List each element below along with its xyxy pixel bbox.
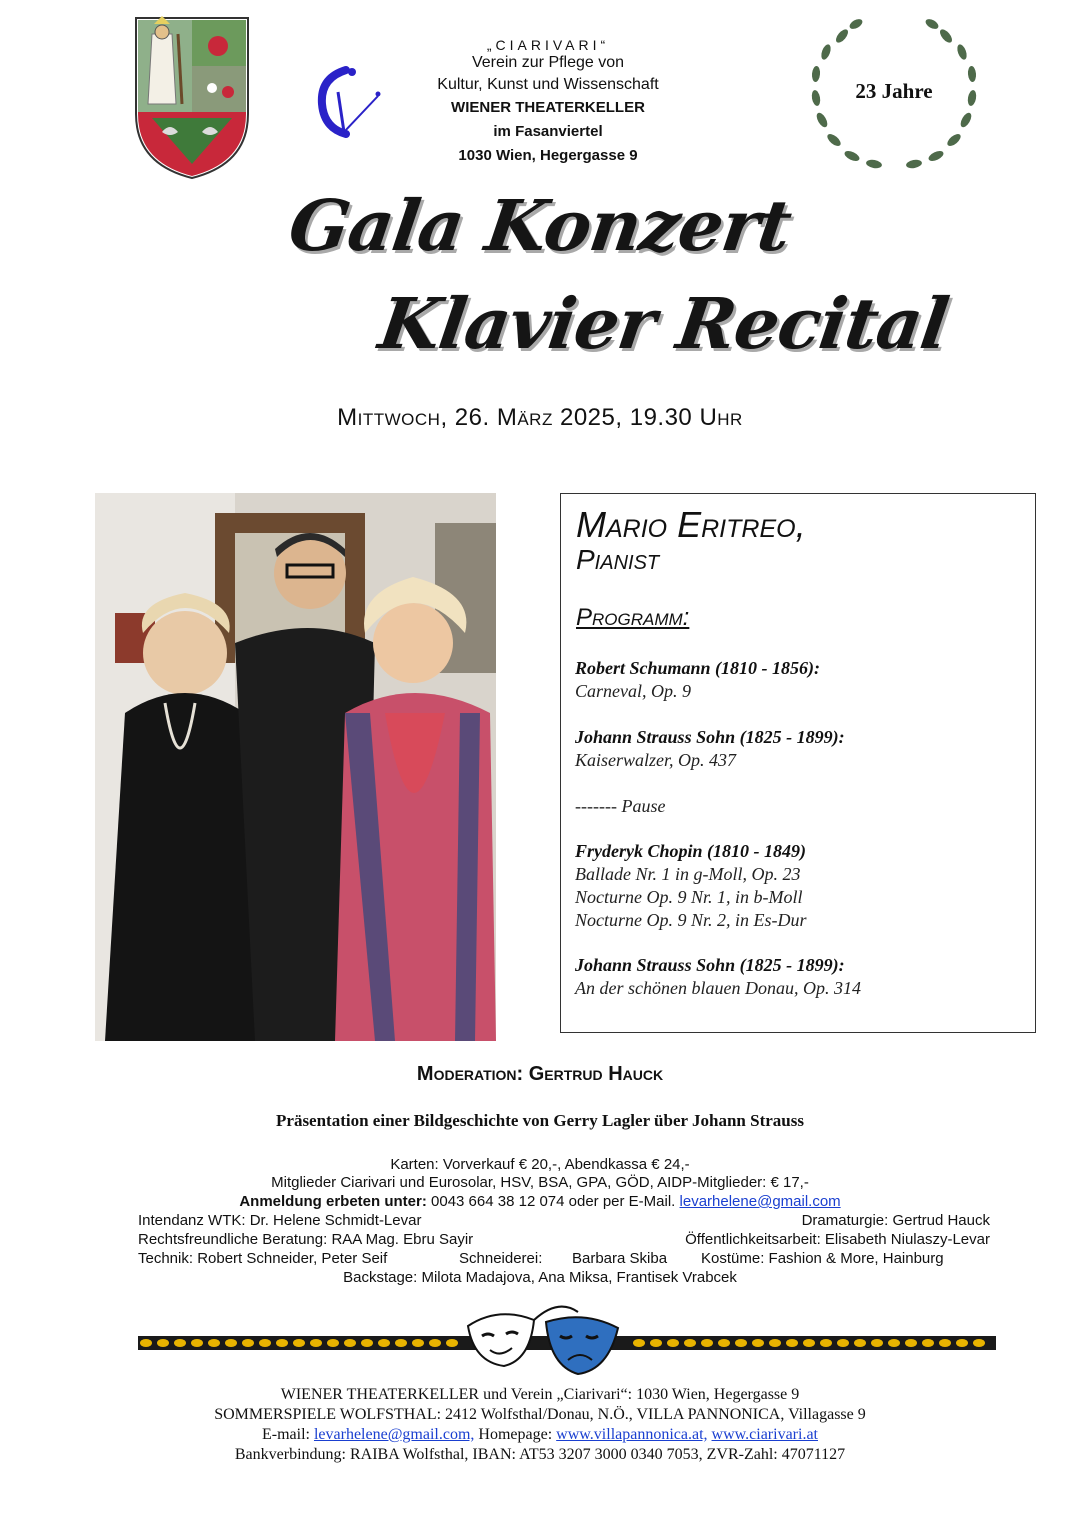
- ribbon-dot: [803, 1339, 815, 1347]
- ribbon-dot: [446, 1339, 458, 1347]
- organization-header: [395, 38, 701, 168]
- theatre-masks-ribbon: [138, 1300, 996, 1390]
- ribbon-dot: [293, 1339, 305, 1347]
- ribbon-dot: [667, 1339, 679, 1347]
- work-title: Ballade Nr. 1 in g-Moll, Op. 23: [575, 864, 801, 884]
- event-date: Mittwoch, 26. März 2025, 19.30 Uhr: [337, 404, 743, 431]
- organization-name: „CIARIVARI“: [486, 37, 610, 53]
- composer: Fryderyk Chopin (1810 - 1849): [575, 841, 806, 861]
- coat-of-arms-image: [132, 14, 252, 180]
- program-box: [560, 493, 1036, 1033]
- pause-label: ------- Pause: [575, 796, 666, 816]
- credit-oeffentlichkeit: Öffentlichkeitsarbeit: Elisabeth Niulaszy-Levar: [685, 1231, 990, 1248]
- footer-email-label: E-mail:: [261, 1426, 310, 1443]
- ciarivari-logo: [316, 62, 384, 144]
- ribbon-dot: [888, 1339, 900, 1347]
- ribbon-dot: [378, 1339, 390, 1347]
- ribbon-dot: [769, 1339, 781, 1347]
- venue-address: 1030 Wien, Hegergasse 9: [458, 147, 638, 164]
- ribbon-dot: [429, 1339, 441, 1347]
- work-title: Nocturne Op. 9 Nr. 1, in b-Moll: [575, 887, 803, 907]
- ribbon-dot: [752, 1339, 764, 1347]
- program-item: [575, 726, 845, 772]
- ribbon-dot: [191, 1339, 203, 1347]
- ribbon-dot: [837, 1339, 849, 1347]
- footer-email-link[interactable]: levarhelene@gmail.com,: [313, 1426, 475, 1443]
- moderation-line: Moderation: Gertrud Hauck: [416, 1063, 664, 1085]
- ribbon-dot: [871, 1339, 883, 1347]
- title-gala-konzert: Gala Konzert: [284, 184, 796, 267]
- credit-intendanz: Intendanz WTK: Dr. Helene Schmidt-Levar: [138, 1212, 422, 1229]
- ribbon-dot: [939, 1339, 951, 1347]
- program-item: [575, 954, 861, 1000]
- venue-district: im Fasanviertel: [493, 123, 603, 140]
- registration-text: 0043 664 38 12 074 oder per E-Mail.: [431, 1193, 676, 1210]
- ribbon-dot: [718, 1339, 730, 1347]
- performer-role: Pianist: [576, 544, 660, 575]
- performers-photo: [95, 493, 496, 1041]
- ribbon-dot: [684, 1339, 696, 1347]
- ribbon-dot: [922, 1339, 934, 1347]
- ribbon-dot: [905, 1339, 917, 1347]
- registration-label: Anmeldung erbeten unter:: [239, 1193, 427, 1210]
- footer-contacts: [0, 1425, 1080, 1445]
- footer-address-2: SOMMERSPIELE WOLFSTHAL: 2412 Wolfsthal/Donau, N.Ö., VILLA PANNONICA, Villagasse 9: [214, 1406, 866, 1423]
- ribbon-dot: [650, 1339, 662, 1347]
- footer-homepage-link-1[interactable]: www.villapannonica.at,: [556, 1426, 708, 1443]
- ribbon-dot: [633, 1339, 645, 1347]
- program-item: [575, 657, 820, 703]
- footer-homepage-link-2[interactable]: www.ciarivari.at: [711, 1426, 818, 1443]
- ribbon-dot: [412, 1339, 424, 1347]
- work-title: Carneval, Op. 9: [575, 681, 691, 701]
- ribbon-dot: [140, 1339, 152, 1347]
- presentation-line: Präsentation einer Bildgeschichte von Gerry Lagler über Johann Strauss: [276, 1111, 804, 1130]
- ribbon-dot: [854, 1339, 866, 1347]
- ribbon-dot: [327, 1339, 339, 1347]
- performer-name: Mario Eritreo,: [576, 504, 806, 545]
- ribbon-dot: [973, 1339, 985, 1347]
- registration-line: [0, 1192, 1080, 1211]
- program-heading: Programm:: [576, 604, 690, 631]
- composer: Robert Schumann (1810 - 1856):: [575, 658, 821, 678]
- work-title: Nocturne Op. 9 Nr. 2, in Es-Dur: [575, 910, 807, 930]
- composer: Johann Strauss Sohn (1825 - 1899):: [575, 955, 845, 975]
- credit-dramaturgie: Dramaturgie: Gertrud Hauck: [801, 1212, 990, 1229]
- ribbon-dot: [735, 1339, 747, 1347]
- ribbon-dot: [259, 1339, 271, 1347]
- work-title: An der schönen blauen Donau, Op. 314: [575, 978, 861, 998]
- credit-technik: Technik: Robert Schneider, Peter Seif: [138, 1250, 388, 1267]
- ribbon-dot: [361, 1339, 373, 1347]
- footer-bank: Bankverbindung: RAIBA Wolfsthal, IBAN: AT53 3207 3000 0340 7053, ZVR-Zahl: 47071127: [234, 1446, 846, 1463]
- composer: Johann Strauss Sohn (1825 - 1899):: [575, 727, 845, 747]
- work-title: Kaiserwalzer, Op. 437: [575, 750, 737, 770]
- ribbon-dot: [820, 1339, 832, 1347]
- credit-kostueme: Kostüme: Fashion & More, Hainburg: [701, 1250, 944, 1267]
- ticket-prices: Karten: Vorverkauf € 20,-, Abendkassa € 24,-: [390, 1156, 690, 1173]
- anniversary-label: 23 Jahre: [855, 79, 933, 103]
- footer-homepage-label: Homepage:: [478, 1426, 553, 1443]
- credit-schneiderei: Barbara Skiba: [572, 1250, 668, 1267]
- ribbon-dot: [208, 1339, 220, 1347]
- footer-address-1: WIENER THEATERKELLER und Verein „Ciarivari“: 1030 Wien, Hegergasse 9: [280, 1386, 800, 1403]
- ribbon-dot: [225, 1339, 237, 1347]
- ribbon-dot: [786, 1339, 798, 1347]
- program-pause: [575, 795, 665, 818]
- credit-backstage: Backstage: Milota Madajova, Ana Miksa, Frantisek Vrabcek: [343, 1269, 737, 1286]
- organization-line-2: Kultur, Kunst und Wissenschaft: [437, 76, 659, 93]
- venue-name: WIENER THEATERKELLER: [451, 99, 645, 116]
- ribbon-dot: [276, 1339, 288, 1347]
- ribbon-dot: [157, 1339, 169, 1347]
- credit-schneiderei-label: Schneiderei:: [459, 1250, 543, 1267]
- organization-line-1: Verein zur Pflege von: [471, 54, 625, 71]
- program-item: [575, 840, 807, 932]
- ribbon-dot: [344, 1339, 356, 1347]
- ribbon-dot: [242, 1339, 254, 1347]
- ribbon-dot: [956, 1339, 968, 1347]
- title-klavier-recital: Klavier Recital: [374, 282, 953, 365]
- ribbon-dot: [174, 1339, 186, 1347]
- ribbon-dot: [310, 1339, 322, 1347]
- credit-beratung: Rechtsfreundliche Beratung: RAA Mag. Ebru Sayir: [138, 1231, 474, 1248]
- member-prices: Mitglieder Ciarivari und Eurosolar, HSV, BSA, GPA, GÖD, AIDP-Mitglieder: € 17,-: [271, 1174, 809, 1191]
- registration-email-link[interactable]: levarhelene@gmail.com: [679, 1193, 841, 1210]
- ribbon-dot: [395, 1339, 407, 1347]
- ribbon-dot: [701, 1339, 713, 1347]
